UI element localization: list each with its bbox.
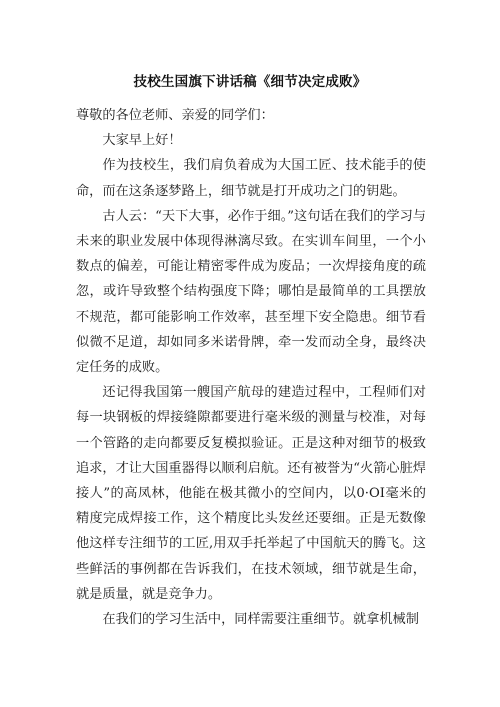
paragraph-examples: 还记得我国第一艘国产航母的建造过程中，工程师们对每一块钢板的焊接缝隙都要进行毫米级的测量与校准，对每一个管路的走向都要反复模拟验证。正是这种对细节的极致追求，才让大国重器得以顺利启航。还有被誉为“火箭心脏焊接人”的高凤林，他能在极其微小的空间内，以0·OI毫米的精度完成焊接工作，这个精度比头发丝还要细。正是无数像他这样专注细节的工匠,用双手托举起了中国航天的腾飞。这些鲜活的事例都在告诉我们，在技术领域，细节就是生命，就是质量，就是竞争力。 — [76, 385, 426, 602]
paragraph-greeting: 大家早上好！ — [102, 133, 182, 149]
paragraph-mission: 作为技校生，我们肩负着成为大国工匠、技术能手的使命，而在这条逐梦路上，细节就是打开成功之门的钥匙。 — [76, 158, 426, 199]
document-body — [76, 103, 426, 632]
paragraph-ancient-saying: 古人云：“天下大事，必作于细。”这句话在我们的学习与未来的职业发展中体现得淋漓尽致。在实训车间里，一个小数点的偏差，可能让精密零件成为废品；一次焊接角度的疏忽，或许导致整个结构强度下降；哪怕是最简单的工具摆放不规范，都可能影响工作效率，甚至埋下安全隐患。细节看似微不足道，却如同多米诺骨牌，牵一发而动全身，最终决定任务的成败。 — [76, 208, 426, 376]
paragraph-study-life: 在我们的学习生活中，同样需要注重细节。就拿机械制 — [102, 612, 419, 628]
document-title: 技校生国旗下讲话稿《细节决定成败》 — [133, 74, 367, 90]
salutation: 尊敬的各位老师、亲爱的同学们： — [76, 108, 274, 123]
